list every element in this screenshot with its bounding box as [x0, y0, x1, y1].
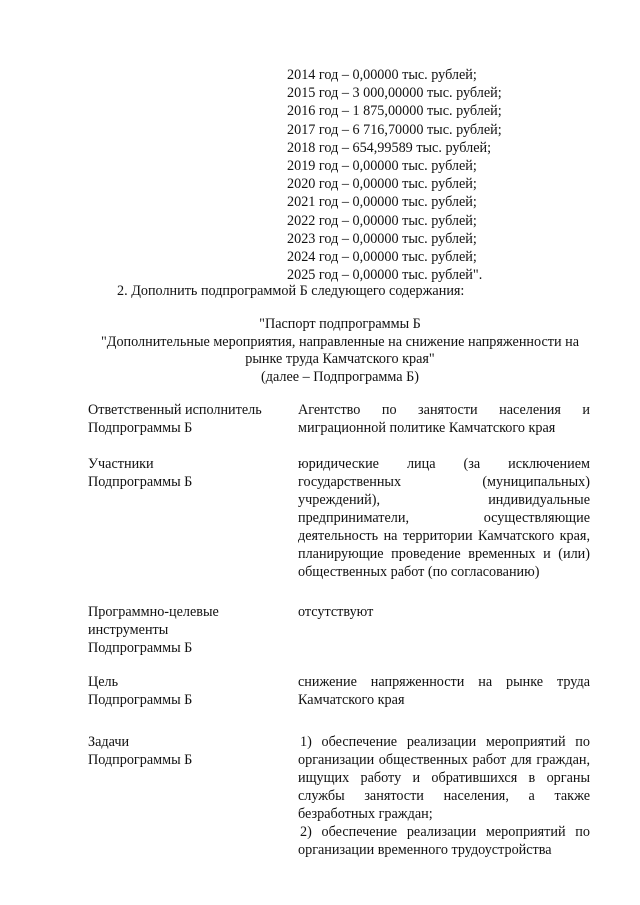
passport-table — [88, 401, 590, 859]
subprogram-short-name: (далее – Подпрограмма Б) — [261, 368, 419, 385]
funding-year-line: 2025 год – 0,00000 тыс. рублей". — [287, 267, 483, 284]
label-line: Задачи — [88, 734, 130, 750]
row-value: юридические лица (за исключением государственных (муниципальных) учреждений), индивидуальные предприниматели, осуществляющие деятельность на территории Камчатского края, планирующие проведение временных и (или) общественных работ (по согласованию) — [298, 456, 590, 580]
subprogram-name-line-2: рынке труда Камчатского края" — [245, 351, 435, 367]
label-line: Подпрограммы Б — [88, 474, 193, 490]
passport-row-participants — [88, 455, 590, 581]
label-line: Подпрограммы Б — [88, 640, 193, 656]
task-item: 2) обеспечение реализации мероприятий по организации временного трудоустройства — [298, 824, 590, 858]
passport-row-tools — [88, 603, 590, 657]
funding-year-line: 2023 год – 0,00000 тыс. рублей; — [287, 230, 477, 247]
funding-year-line: 2014 год – 0,00000 тыс. рублей; — [287, 67, 477, 83]
row-label — [88, 401, 298, 437]
passport-row-tasks — [88, 733, 590, 859]
funding-year-line: 2019 год – 0,00000 тыс. рублей; — [287, 158, 477, 175]
row-value: Агентство по занятости населения и миграционной политике Камчатского края — [298, 402, 590, 436]
label-line: Ответственный исполнитель — [88, 402, 262, 418]
funding-year-line: 2017 год – 6 716,70000 тыс. рублей; — [287, 121, 502, 138]
funding-year-line: 2022 год – 0,00000 тыс. рублей; — [287, 212, 477, 229]
passport-title: "Паспорт подпрограммы Б — [259, 316, 421, 332]
label-line: Программно-целевые — [88, 604, 219, 620]
funding-year-line: 2018 год – 654,99589 тыс. рублей; — [287, 139, 492, 156]
funding-year-line: 2015 год – 3 000,00000 тыс. рублей; — [287, 85, 502, 102]
passport-row-goal — [88, 673, 590, 709]
label-line: инструменты — [88, 622, 169, 638]
subprogram-name-line-1: "Дополнительные мероприятия, направленные на снижение напряженности на — [100, 333, 579, 350]
label-line: Подпрограммы Б — [88, 752, 193, 768]
row-value: снижение напряженности на рынке труда Камчатского края — [298, 674, 590, 708]
funding-year-line: 2016 год – 1 875,00000 тыс. рублей; — [287, 103, 502, 120]
passport-row-responsible — [88, 401, 590, 437]
label-line: Участники — [88, 456, 154, 472]
label-line: Подпрограммы Б — [88, 692, 193, 708]
row-value: отсутствуют — [298, 604, 374, 620]
row-label — [88, 603, 298, 657]
task-item: 1) обеспечение реализации мероприятий по организации общественных работ для граждан, ищущих работу и обратившихся в органы службы занятости населения, а также безработных граждан; — [298, 734, 590, 822]
passport-heading — [60, 316, 620, 386]
label-line: Подпрограммы Б — [88, 420, 193, 436]
row-value — [298, 733, 590, 859]
funding-year-line: 2021 год – 0,00000 тыс. рублей; — [287, 194, 477, 211]
label-line: Цель — [88, 674, 119, 690]
amendment-item-2: 2. Дополнить подпрограммой Б следующего содержания: — [117, 283, 465, 299]
funding-year-line: 2020 год – 0,00000 тыс. рублей; — [287, 176, 477, 193]
funding-by-year-list — [287, 66, 502, 284]
row-label — [88, 673, 298, 709]
row-label — [88, 455, 298, 491]
funding-year-line: 2024 год – 0,00000 тыс. рублей; — [287, 249, 477, 266]
row-label — [88, 733, 298, 769]
